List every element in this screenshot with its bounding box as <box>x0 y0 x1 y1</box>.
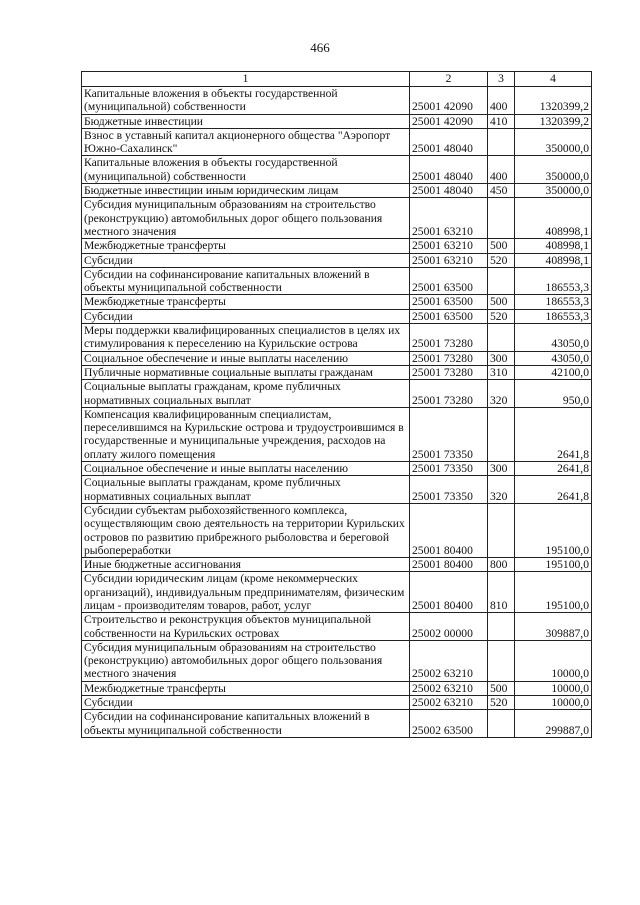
row-name-cell: Социальные выплаты гражданам, кроме публичных нормативных социальных выплат <box>82 476 410 504</box>
row-name-cell: Капитальные вложения в объекты государственной (муниципальной) собственности <box>82 156 410 184</box>
table-row <box>82 476 592 504</box>
row-code-cell: 25001 80400 <box>410 558 488 572</box>
row-type-cell: 810 <box>488 572 515 613</box>
row-name-cell: Капитальные вложения в объекты государственной (муниципальной) собственности <box>82 87 410 115</box>
row-name-cell: Субсидии <box>82 309 410 323</box>
row-amount-cell: 195100,0 <box>515 558 592 572</box>
table-row <box>82 351 592 365</box>
row-amount-cell: 186553,3 <box>515 309 592 323</box>
row-amount-cell: 10000,0 <box>515 640 592 681</box>
row-code-cell: 25001 63210 <box>410 253 488 267</box>
row-code-cell: 25001 73280 <box>410 324 488 352</box>
row-type-cell: 410 <box>488 114 515 128</box>
row-name-cell: Субсидии на софинансирование капитальных вложений в объекты муниципальной собственности <box>82 710 410 738</box>
row-type-cell <box>488 128 515 156</box>
row-code-cell: 25002 63210 <box>410 681 488 695</box>
row-name-cell: Межбюджетные трансферты <box>82 239 410 253</box>
row-name-cell: Социальное обеспечение и иные выплаты населению <box>82 351 410 365</box>
row-code-cell: 25001 63500 <box>410 267 488 295</box>
row-amount-cell: 309887,0 <box>515 613 592 641</box>
row-type-cell <box>488 613 515 641</box>
row-amount-cell: 195100,0 <box>515 503 592 557</box>
row-code-cell: 25001 73280 <box>410 365 488 379</box>
row-type-cell: 520 <box>488 253 515 267</box>
table-row <box>82 462 592 476</box>
row-name-cell: Взнос в уставный капитал акционерного общества "Аэропорт Южно-Сахалинск" <box>82 128 410 156</box>
row-code-cell: 25001 73350 <box>410 462 488 476</box>
table-row <box>82 239 592 253</box>
row-name-cell: Бюджетные инвестиции иным юридическим лицам <box>82 184 410 198</box>
row-amount-cell: 350000,0 <box>515 128 592 156</box>
table-row <box>82 295 592 309</box>
row-name-cell: Субсидии юридическим лицам (кроме некоммерческих организаций), индивидуальным предпринимателям, физическим лицам - производителям товаров, работ, услуг <box>82 572 410 613</box>
table-row <box>82 365 592 379</box>
row-code-cell: 25001 48040 <box>410 128 488 156</box>
row-amount-cell: 42100,0 <box>515 365 592 379</box>
row-name-cell: Субсидия муниципальным образованиям на строительство (реконструкцию) автомобильных дорог общего пользования местного значения <box>82 198 410 239</box>
row-name-cell: Субсидии субъектам рыбохозяйственного комплекса, осуществляющим свою деятельность на территории Курильских островов по развитию прибрежного рыболовства и береговой рыбопереработки <box>82 503 410 557</box>
row-name-cell: Субсидии на софинансирование капитальных вложений в объекты муниципальной собственности <box>82 267 410 295</box>
row-type-cell: 300 <box>488 351 515 365</box>
row-code-cell: 25002 63500 <box>410 710 488 738</box>
row-amount-cell: 43050,0 <box>515 351 592 365</box>
row-type-cell <box>488 407 515 461</box>
row-name-cell: Межбюджетные трансферты <box>82 295 410 309</box>
row-code-cell: 25001 73350 <box>410 476 488 504</box>
row-type-cell: 800 <box>488 558 515 572</box>
table-row <box>82 613 592 641</box>
row-code-cell: 25001 73280 <box>410 380 488 408</box>
row-type-cell <box>488 324 515 352</box>
row-name-cell: Меры поддержки квалифицированных специалистов в целях их стимулирования к переселению на Курильские острова <box>82 324 410 352</box>
row-amount-cell: 10000,0 <box>515 681 592 695</box>
table-row <box>82 407 592 461</box>
table-row <box>82 309 592 323</box>
table-row <box>82 681 592 695</box>
row-code-cell: 25001 73350 <box>410 407 488 461</box>
row-code-cell: 25001 42090 <box>410 114 488 128</box>
row-amount-cell: 2641,8 <box>515 462 592 476</box>
table-row <box>82 184 592 198</box>
row-amount-cell: 2641,8 <box>515 476 592 504</box>
row-code-cell: 25001 63210 <box>410 198 488 239</box>
row-code-cell: 25001 63500 <box>410 295 488 309</box>
table-row <box>82 380 592 408</box>
row-amount-cell: 350000,0 <box>515 184 592 198</box>
table-row <box>82 710 592 738</box>
table-row <box>82 558 592 572</box>
row-code-cell: 25001 42090 <box>410 87 488 115</box>
row-code-cell: 25001 48040 <box>410 184 488 198</box>
table-row <box>82 198 592 239</box>
row-name-cell: Субсидии <box>82 253 410 267</box>
row-code-cell: 25001 80400 <box>410 572 488 613</box>
row-type-cell: 320 <box>488 476 515 504</box>
row-amount-cell: 195100,0 <box>515 572 592 613</box>
row-type-cell: 500 <box>488 239 515 253</box>
row-type-cell <box>488 710 515 738</box>
row-name-cell: Строительство и реконструкция объектов муниципальной собственности на Курильских островах <box>82 613 410 641</box>
table-row <box>82 572 592 613</box>
table-header-row <box>82 72 592 87</box>
row-amount-cell: 408998,1 <box>515 239 592 253</box>
row-code-cell: 25001 63210 <box>410 239 488 253</box>
row-code-cell: 25001 73280 <box>410 351 488 365</box>
row-type-cell: 500 <box>488 295 515 309</box>
row-amount-cell: 408998,1 <box>515 253 592 267</box>
row-type-cell <box>488 503 515 557</box>
row-type-cell: 300 <box>488 462 515 476</box>
table-body <box>82 87 592 738</box>
row-amount-cell: 950,0 <box>515 380 592 408</box>
row-name-cell: Социальные выплаты гражданам, кроме публичных нормативных социальных выплат <box>82 380 410 408</box>
table-row <box>82 503 592 557</box>
row-code-cell: 25001 63500 <box>410 309 488 323</box>
row-amount-cell: 1320399,2 <box>515 87 592 115</box>
table-row <box>82 156 592 184</box>
row-amount-cell: 43050,0 <box>515 324 592 352</box>
table-row <box>82 267 592 295</box>
table-row <box>82 128 592 156</box>
page-number: 466 <box>310 40 330 55</box>
row-code-cell: 25001 48040 <box>410 156 488 184</box>
row-code-cell: 25001 80400 <box>410 503 488 557</box>
row-type-cell: 320 <box>488 380 515 408</box>
row-name-cell: Субсидии <box>82 696 410 710</box>
row-name-cell: Компенсация квалифицированным специалистам, переселившимся на Курильские острова и трудоустроившимся в государственные и муниципальные учреждения, расходов на оплату жилого помещения <box>82 407 410 461</box>
row-type-cell: 500 <box>488 681 515 695</box>
row-amount-cell: 350000,0 <box>515 156 592 184</box>
row-amount-cell: 10000,0 <box>515 696 592 710</box>
row-type-cell: 450 <box>488 184 515 198</box>
table-row <box>82 253 592 267</box>
table-row <box>82 87 592 115</box>
header-col-1: 1 <box>82 72 410 87</box>
table-row <box>82 114 592 128</box>
row-name-cell: Межбюджетные трансферты <box>82 681 410 695</box>
row-amount-cell: 2641,8 <box>515 407 592 461</box>
row-type-cell: 520 <box>488 309 515 323</box>
row-type-cell: 400 <box>488 87 515 115</box>
table-row <box>82 696 592 710</box>
row-amount-cell: 299887,0 <box>515 710 592 738</box>
row-amount-cell: 1320399,2 <box>515 114 592 128</box>
row-amount-cell: 186553,3 <box>515 267 592 295</box>
row-type-cell <box>488 640 515 681</box>
row-type-cell <box>488 198 515 239</box>
row-code-cell: 25002 63210 <box>410 696 488 710</box>
row-name-cell: Социальное обеспечение и иные выплаты населению <box>82 462 410 476</box>
row-code-cell: 25002 63210 <box>410 640 488 681</box>
row-name-cell: Публичные нормативные социальные выплаты гражданам <box>82 365 410 379</box>
header-col-3: 3 <box>488 72 515 87</box>
row-type-cell: 310 <box>488 365 515 379</box>
row-amount-cell: 186553,3 <box>515 295 592 309</box>
row-type-cell <box>488 267 515 295</box>
row-name-cell: Бюджетные инвестиции <box>82 114 410 128</box>
row-name-cell: Иные бюджетные ассигнования <box>82 558 410 572</box>
row-type-cell: 400 <box>488 156 515 184</box>
header-col-2: 2 <box>410 72 488 87</box>
budget-table <box>81 71 592 738</box>
row-code-cell: 25002 00000 <box>410 613 488 641</box>
header-col-4: 4 <box>515 72 592 87</box>
table-row <box>82 324 592 352</box>
table-row <box>82 640 592 681</box>
row-name-cell: Субсидия муниципальным образованиям на строительство (реконструкцию) автомобильных дорог общего пользования местного значения <box>82 640 410 681</box>
row-type-cell: 520 <box>488 696 515 710</box>
row-amount-cell: 408998,1 <box>515 198 592 239</box>
